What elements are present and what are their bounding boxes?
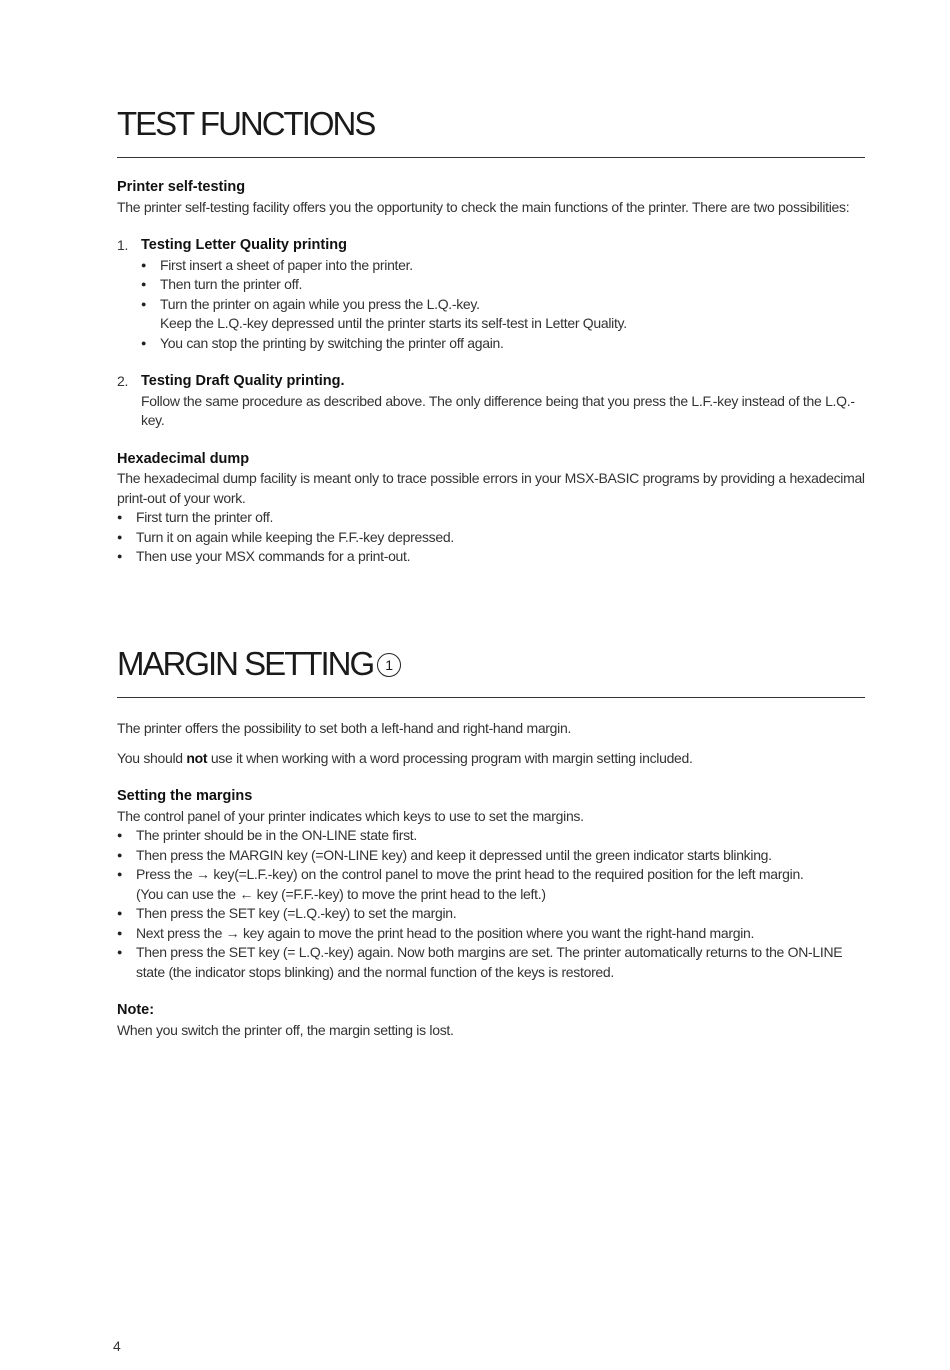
hex-dump-intro: The hexadecimal dump facility is meant only to trace possible errors in your MSX-BASIC programs by providing a hexadecimal print-out of your work. [117,470,865,506]
self-test-section [117,178,865,567]
bullet-item: ● You can stop the printing by switching the printer off again. [141,334,865,354]
intro-text: use it when working with a word processing program with margin setting included. [207,749,693,766]
section-title-test-functions: TEST FUNCTIONS [117,105,375,142]
bullet-item: ● Then press the SET key (= L.Q.-key) again. Now both margins are set. The printer automatically returns to the ON-LINE state (the indicator stops blinking) and the normal function of the keys is restored. [117,943,865,982]
bullet-item: ● The printer should be in the ON-LINE state first. [117,826,865,846]
bullet-item: ● Then use your MSX commands for a print-out. [117,547,865,567]
title-rule [117,157,865,158]
item-heading: Testing Draft Quality printing. [141,373,345,389]
subheading-hex-dump: Hexadecimal dump [117,450,250,467]
bullet-item: ● Then press the MARGIN key (=ON-LINE key) and keep it depressed until the green indicator starts blinking. [117,846,865,866]
bullet-item: ● First turn the printer off. [117,508,865,528]
subheading-note: Note: [117,1002,155,1018]
bullet-item: ● First insert a sheet of paper into the printer. [141,256,865,276]
margin-title-text: MARGIN SETTING [117,645,374,682]
list-item [117,372,865,431]
item-number: 1. [117,237,129,253]
bullet-item: ● Turn it on again while keeping the F.F.-key depressed. [117,528,865,548]
margin-intro-2 [117,749,865,769]
list-item [117,236,865,353]
bullet-item: ● Press the → key(=L.F.-key) on the control panel to move the print head to the required position for the left margin. [117,865,865,885]
bullet-item: ● Next press the → key again to move the print head to the position where you want the right-hand margin. [117,924,865,944]
item-number: 2. [117,373,129,389]
circled-number-badge: 1 [377,653,401,677]
subheading-self-test: Printer self-testing [117,179,246,195]
self-test-intro: The printer self-testing facility offers you the opportunity to check the main functions of the printer. There are two possibilities: [117,198,850,215]
margin-intro-1: The printer offers the possibility to set both a left-hand and right-hand margin. [117,720,572,736]
bullet-item: ● Then press the SET key (=L.Q.-key) to set the margin. [117,904,865,924]
item-text: Follow the same procedure as described above. The only difference being that you press the L.F.-key instead of the L.Q.-key. [141,392,855,428]
emphasis-not: not [186,749,208,766]
setting-intro: The control panel of your printer indicates which keys to use to set the margins. [117,807,584,824]
bullet-note: Keep the L.Q.-key depressed until the printer starts its self-test in Letter Quality. [160,315,627,331]
title-rule [117,697,865,698]
margin-section [117,719,865,1040]
bullet-item: ● Then turn the printer off. [141,275,865,295]
intro-text: You should [117,749,187,766]
bullet-note: (You can use the ← key (=F.F.-key) to move the print head to the left.) [136,885,546,902]
page-number: 4 [113,1338,121,1354]
bullet-item: ● Turn the printer on again while you press the L.Q.-key. [141,295,865,315]
subheading-setting-margins: Setting the margins [117,788,253,804]
section-title-margin-setting [117,645,401,683]
note-text: When you switch the printer off, the margin setting is lost. [117,1021,454,1038]
item-heading: Testing Letter Quality printing [141,237,347,253]
